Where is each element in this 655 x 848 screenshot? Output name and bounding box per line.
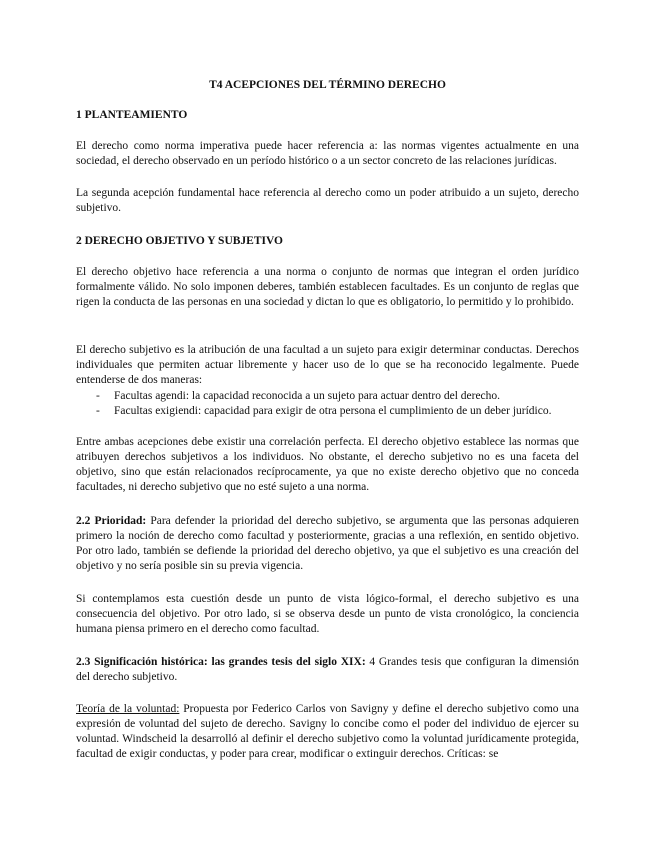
list-item: - Facultas exigiendi: capacidad para exigir de otra persona el cumplimiento de un deber jurídico. [76,404,579,419]
paragraph-significacion [76,655,579,685]
subsection-label: 2.3 Significación histórica: las grandes tesis del siglo XIX: [76,656,366,668]
paragraph-text: 4 Grandes tesis que configuran la dimensión del derecho subjetivo. [76,656,579,683]
bullet-list [76,389,579,419]
term-label: Teoría de la voluntad: [76,703,180,715]
paragraph: Entre ambas acepciones debe existir una correlación perfecta. El derecho objetivo establece las normas que atribuyen derechos subjetivos a los individuos. No obstante, el derecho subjetivo no es una faceta del objetivo, sino que están relacionados recíprocamente, ya que no existe derecho objetivo que no conceda facultades, ni derecho subjetivo que no esté sujeto a una norma. [76,436,579,493]
list-item: - Facultas agendi: la capacidad reconocida a un sujeto para actuar dentro del derecho. [76,389,579,404]
paragraph: El derecho subjetivo es la atribución de una facultad a un sujeto para exigir determinar conductas. Derechos individuales que permiten actuar libremente y hacer uso de lo que se ha reconocido legalmente. Puede entenderse de dos maneras: [76,344,579,386]
paragraph: El derecho objetivo hace referencia a una norma o conjunto de normas que integran el orden jurídico formalmente válido. No solo imponen deberes, también establecen facultades. Es un conjunto de reglas que rigen la conducta de las personas en una sociedad y dictan lo que es obligatorio, lo permitido y lo prohibido. [76,266,579,308]
document-title: T4 ACEPCIONES DEL TÉRMINO DERECHO [209,79,446,91]
subsection-label: 2.2 Prioridad: [76,515,147,527]
paragraph: Si contemplamos esta cuestión desde un punto de vista lógico-formal, el derecho subjetivo es una consecuencia del objetivo. Por otro lado, si se observa desde un punto de vista cronológico, la conciencia humana piensa primero en el derecho como facultad. [76,593,579,635]
paragraph-teoria-voluntad [76,702,579,762]
paragraph-text: Para defender la prioridad del derecho subjetivo, se argumenta que las personas adquieren primero la noción de derecho como facultad y posteriormente, gracias a una reflexión, en sentido objetivo. Por otro lado, también se defiende la prioridad del derecho objetivo, ya que el subjetivo es una creación del objetivo y no sería posible sin su previa vigencia. [76,515,580,572]
paragraph-prioridad [76,514,579,574]
section-heading-planteamiento: 1 PLANTEAMIENTO [76,109,188,121]
paragraph: El derecho como norma imperativa puede hacer referencia a: las normas vigentes actualmente en una sociedad, el derecho observado en un período histórico o a un sector concreto de las relaciones jurídicas. [76,140,579,167]
paragraph-text: Propuesta por Federico Carlos von Savigny y define el derecho subjetivo como una expresión de voluntad del sujeto de derecho. Savigny lo concibe como el poder del individuo de ejercer su voluntad. Windscheid la desarrolló al definir el derecho subjetivo como la voluntad jurídicamente protegida, facultad de exigir conductas, y poder para crear, modificar o extinguir derechos. Críticas: se [76,703,579,760]
section-heading-derecho-objetivo: 2 DERECHO OBJETIVO Y SUBJETIVO [76,235,284,247]
paragraph: La segunda acepción fundamental hace referencia al derecho como un poder atribuido a un sujeto, derecho subjetivo. [76,187,579,214]
